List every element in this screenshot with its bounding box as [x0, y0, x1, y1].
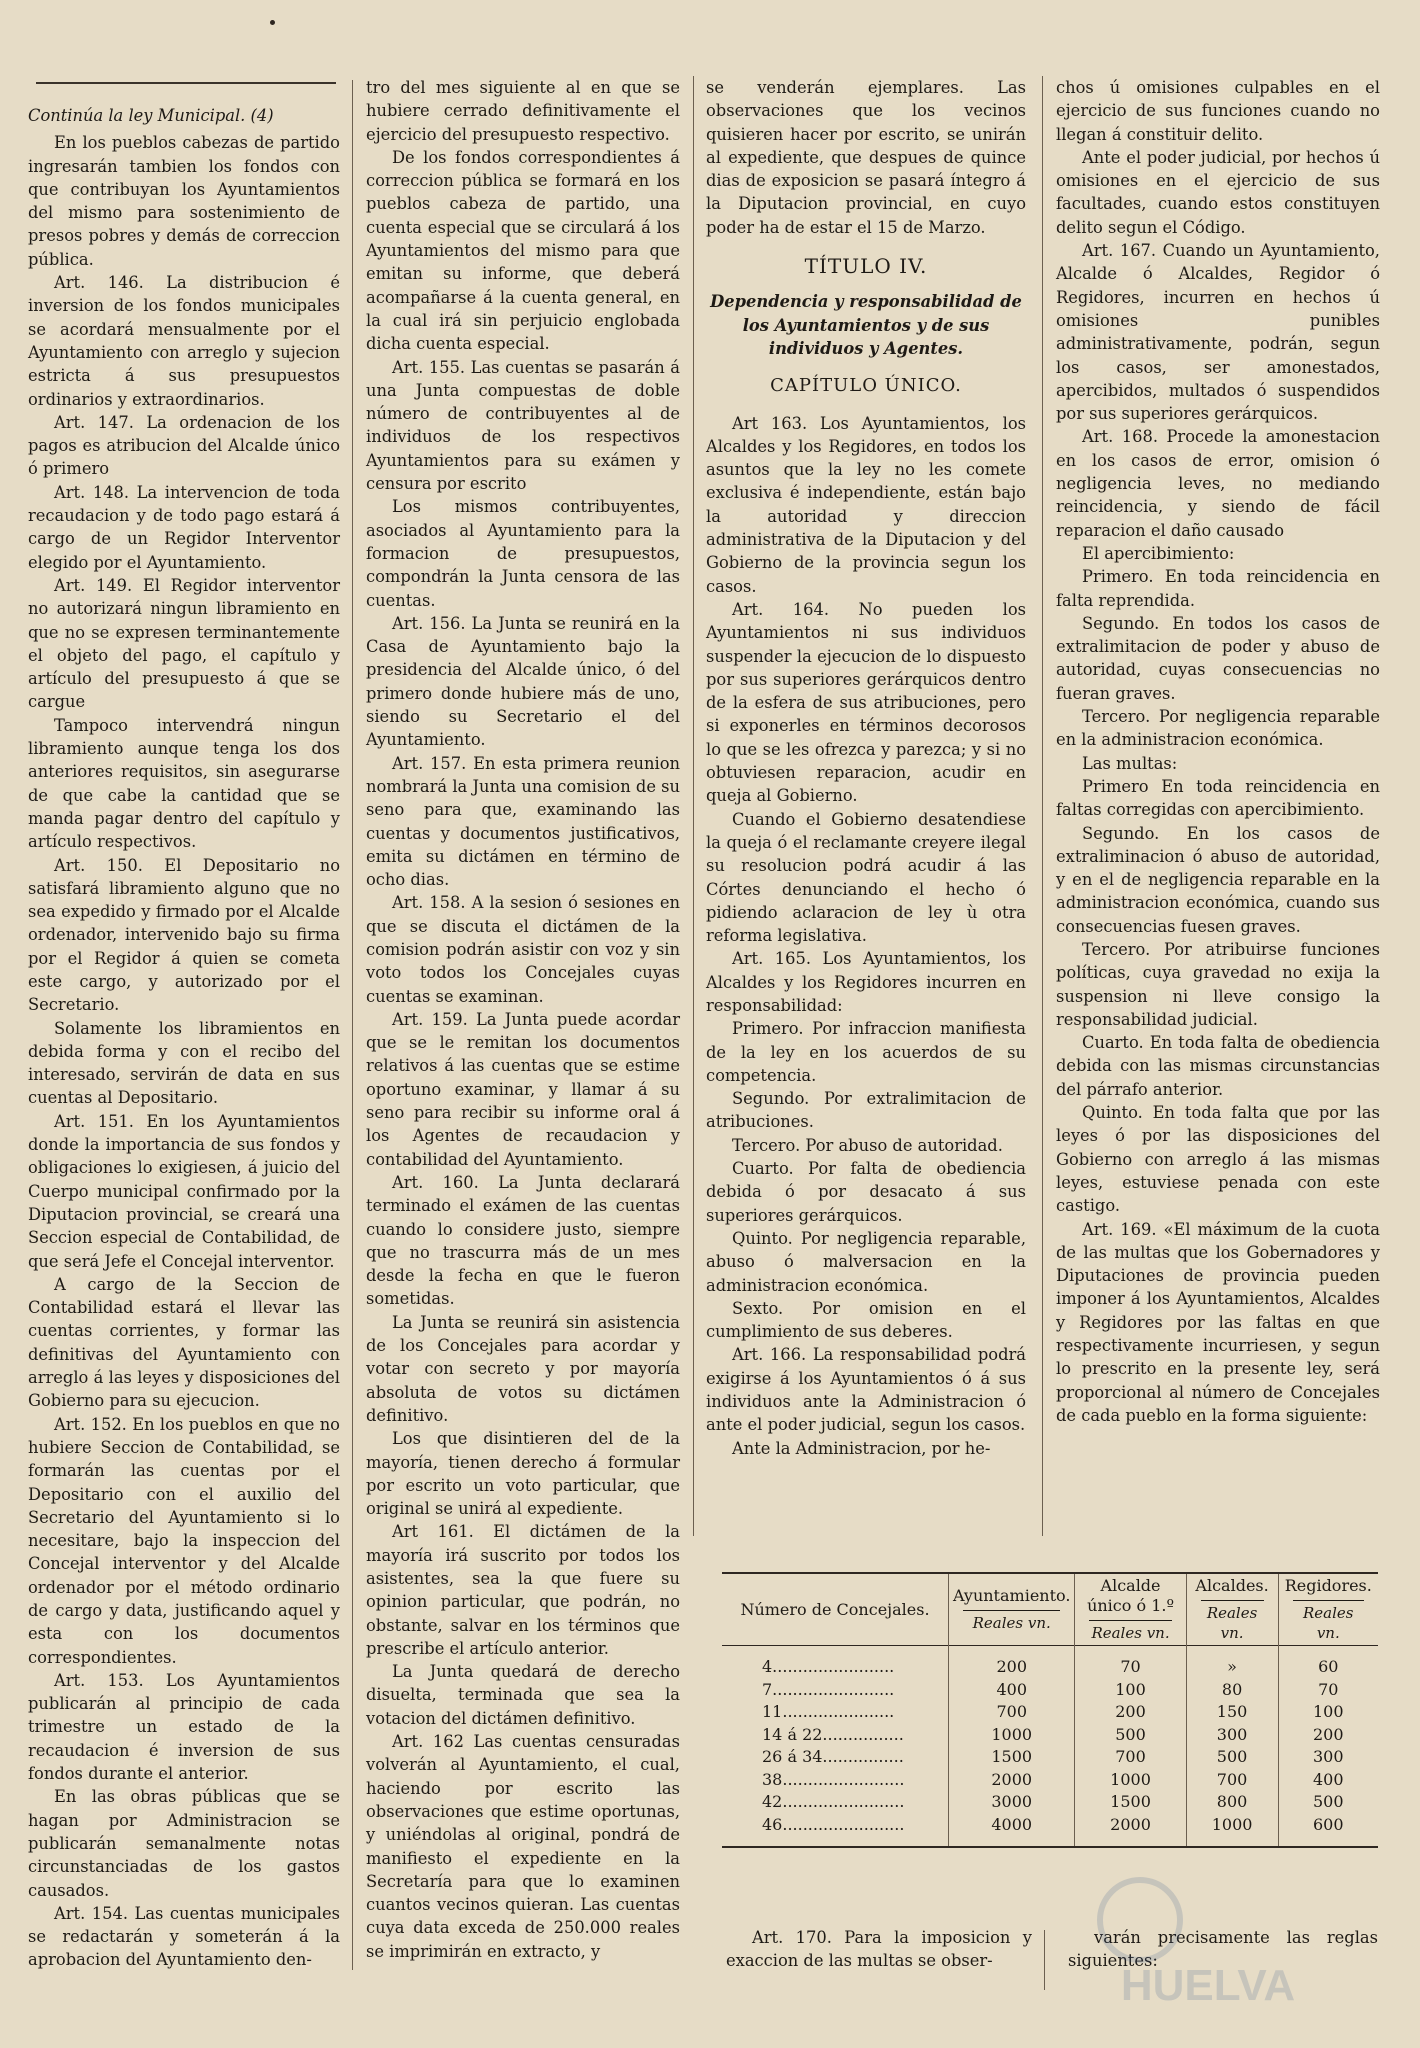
list-item: Tercero. Por atribuirse funciones políticas, cuya gravedad no exija la suspension ni lleve consigo la responsabilidad judicial. [1056, 939, 1380, 1029]
table-header-concejales: Número de Concejales. [722, 1574, 949, 1646]
column-2 [366, 76, 680, 1963]
list-item: Quinto. Por negligencia reparable, abuso ó malversacion en la administracion económica. [706, 1228, 1026, 1295]
article-166: Art. 166. La responsabilidad podrá exigirse á los Ayuntamientos ó á sus individuos ante la Administracion ó ante el poder judicial, segun los casos. [706, 1345, 1026, 1435]
paragraph: se venderán ejemplares. Las observaciones que los vecinos quisieren hacer por escrito, se unirán al expediente, que despues de quince dias de exposicion se pasará íntegro á la Diputacion provincial, en cuyo poder ha de estar el 15 de Marzo. [706, 78, 1026, 237]
paragraph: Cuando el Gobierno desatendiese la queja ó el reclamante creyere ilegal su resolucion podrá acudir á las Córtes denunciando el hecho ó pidiendo aclaracion de ley ù otra reforma legislativa. [706, 809, 1026, 946]
paragraph: tro del mes siguiente al en que se hubiere cerrado definitivamente el ejercicio del presupuesto respectivo. [366, 78, 680, 144]
paragraph: Ante el poder judicial, por hechos ú omisiones en el ejercicio de sus facultades, cuando estos constituyen delito segun el Código. [1056, 147, 1380, 237]
list-heading: El apercibimiento: [1082, 543, 1235, 563]
article-163: Art 163. Los Ayuntamientos, los Alcaldes y los Regidores, en todos los asuntos que la ley no les comete exclusiva é independiente, están bajo la autoridad y direccion administrativa de la Diputacion y del Gobierno de la provincia segun los casos. [706, 413, 1026, 596]
column-1 [28, 104, 340, 1972]
paragraph: A cargo de la Seccion de Contabilidad estará el llevar las cuentas corrientes, y formar las definitivas del Ayuntamiento con arreglo á las leyes y disposiciones del Gobierno para su ejecucion. [28, 1274, 340, 1411]
article-153: Art. 153. Los Ayuntamientos publicarán al principio de cada trimestre un estado de la recaudacion é inversion de sus fondos durante el anterior. [28, 1670, 340, 1784]
table-row: 26 á 34................ 1500 700 500 300 [722, 1746, 1378, 1769]
article-149: Art. 149. El Regidor interventor no autorizará ningun libramiento en que no se expresen terminantemente el objeto del pago, el capítulo y artículo del presupuesto á que se cargue [28, 575, 340, 712]
article-158: Art. 158. A la sesion ó sesiones en que se discuta el dictámen de la comision podrán asistir con voz y sin voto todos los Concejales cuyas cuentas se examinan. [366, 893, 680, 1006]
table-row: 46........................ 4000 2000 1000 600 [722, 1814, 1378, 1847]
paragraph: Art. 170. Para la imposicion y exaccion de las multas se obser- [726, 1928, 1032, 1971]
column-divider [1044, 1930, 1045, 1990]
paragraph: La Junta quedará de derecho disuelta, terminada que sea la votacion del dictámen definitivo. [366, 1662, 680, 1728]
table-row: 7........................ 400 100 80 70 [722, 1679, 1378, 1702]
list-item: Segundo. Por extralimitacion de atribuciones. [706, 1089, 1026, 1132]
article-148: Art. 148. La intervencion de toda recaudacion y de todo pago estará á cargo de un Regidor Interventor elegido por el Ayuntamiento. [28, 482, 340, 572]
table-header: Alcaldes. Reales vn. [1186, 1574, 1278, 1646]
column-divider [352, 80, 353, 1970]
section-heading: Continúa la ley Municipal. (4) [28, 106, 274, 125]
table-header: Alcalde único ó 1.º Reales vn. [1075, 1574, 1186, 1646]
watermark-text: HUELVA [1120, 1961, 1296, 2010]
paragraph: Tampoco intervendrá ningun libramiento aunque tenga los dos anteriores requisitos, sin asegurarse de que cabe la cantidad que se manda pagar dentro del capítulo y artículo respectivos. [28, 715, 340, 852]
article-152: Art. 152. En los pueblos en que no hubiere Seccion de Contabilidad, se formarán las cuentas por el Depositario con el auxilio del Secretario del Ayuntamiento si lo necesitare, bajo la inspeccion del Concejal interventor y del Alcalde ordenador por el método ordinario de cargo y data, justificando aquel y esta con los documentos correspondientes. [28, 1414, 340, 1667]
article-146: Art. 146. La distribucion é inversion de los fondos municipales se acordará mensualmente por el Ayuntamiento con arreglo y sujecion estricta á sus presupuestos ordinarios y extraordinarios. [28, 273, 340, 409]
article-164: Art. 164. No pueden los Ayuntamientos ni sus individuos suspender la ejecucion de lo dispuesto por sus superiores gerárquicos dentro de la esfera de sus atribuciones, pero si exponerles en términos decorosos lo que se les ofrezca y parezca; y si no obtuviesen reparacion, acudir en queja al Gobierno. [706, 599, 1026, 806]
title-subheading: Dependencia y responsabilidad de los Ayuntamientos y de sus individuos y Agentes. [710, 292, 1022, 358]
table-row: 4........................ 200 70 » 60 [722, 1646, 1378, 1679]
list-item: Primero En toda reincidencia en faltas corregidas con apercibimiento. [1056, 776, 1380, 820]
paragraph: chos ú omisiones culpables en el ejercicio de sus funciones cuando no llegan á constituir delito. [1056, 78, 1380, 144]
article-162: Art. 162 Las cuentas censuradas volverán al Ayuntamiento, el cual, haciendo por escrito las observaciones que estime oportunas, y uniéndolas al original, pondrá de manifiesto el expediente en la Secretaría para que lo examinen cuantos vecinos quieran. Las cuentas cuya data exceda de 250.000 reales se imprimirán en extracto, y [366, 1732, 680, 1961]
list-item: Cuarto. En toda falta de obediencia debida con las mismas circunstancias del párrafo anterior. [1056, 1033, 1380, 1099]
list-item: Quinto. En toda falta que por las leyes ó por las disposiciones del Gobierno con arreglo á las mismas leyes, estuviese penada con este castigo. [1056, 1103, 1380, 1216]
paragraph: varán precisamente las reglas siguientes: [1068, 1928, 1378, 1971]
table-header: Regidores. Reales vn. [1284, 1576, 1372, 1642]
article-154: Art. 154. Las cuentas municipales se redactarán y someterán á la aprobacion del Ayuntamiento den- [28, 1903, 340, 1970]
paragraph: En los pueblos cabezas de partido ingresarán tambien los fondos con que contribuyan los Ayuntamientos del mismo para sostenimiento de presos pobres y demás de correccion pública. [28, 133, 340, 269]
list-item: Tercero. Por negligencia reparable en la administracion económica. [1056, 707, 1380, 750]
list-item: Primero. En toda reincidencia en falta reprendida. [1056, 567, 1380, 610]
top-rule [36, 82, 336, 84]
table-row: 38........................ 2000 1000 700 400 [722, 1769, 1378, 1792]
paragraph: La Junta se reunirá sin asistencia de los Concejales para acordar y votar con secreto y por mayoría absoluta de votos su dictámen definitivo. [366, 1312, 680, 1425]
article-150: Art. 150. El Depositario no satisfará libramiento alguno que no sea expedido y firmado por el Alcalde ordenador, intervenido bajo su firma por el Regidor á quien se cometa este cargo, y autorizado por el Secretario. [28, 855, 340, 1015]
article-155: Art. 155. Las cuentas se pasarán á una Junta compuestas de doble número de contribuyentes al de individuos de los respectivos Ayuntamientos para su exámen y censura por escrito [366, 357, 680, 494]
ink-dot [270, 20, 275, 25]
table-row: 11...................... 700 200 150 100 [722, 1701, 1378, 1724]
list-item: Segundo. En todos los casos de extralimitacion de poder y abuso de autoridad, cuyas consecuencias no fueran graves. [1056, 613, 1380, 703]
article-147: Art. 147. La ordenacion de los pagos es atribucion del Alcalde único ó primero [28, 412, 340, 479]
archive-watermark [1080, 1860, 1340, 2020]
list-item: Cuarto. Por falta de obediencia debida ó por desacato á sus superiores gerárquicos. [706, 1159, 1026, 1225]
list-item: Tercero. Por abuso de autoridad. [732, 1135, 1003, 1155]
column-divider [693, 76, 694, 1536]
article-167: Art. 167. Cuando un Ayuntamiento, Alcalde ó Alcaldes, Regidor ó Regidores, incurren en hechos ú omisiones punibles administrativamente, podrán, segun los casos, ser amonestados, apercibidos, multados ó suspendidos por sus superiores gerárquicos. [1056, 241, 1380, 424]
article-159: Art. 159. La Junta puede acordar que se le remitan los documentos relativos á las cuentas que se estime oportuno examinar, y llamar á su seno para recibir su informe oral á los Agentes de recaudacion y contabilidad del Ayuntamiento. [366, 1009, 680, 1169]
paragraph: Los que disintieren del de la mayoría, tienen derecho á formular por escrito un voto particular, que original se unirá al expediente. [366, 1429, 680, 1519]
article-169: Art. 169. «El máximum de la cuota de las multas que los Gobernadores y Diputaciones de provincia pueden imponer á los Ayuntamientos, Alcaldes y Regidores por las faltas en que respectivamente incurriesen, y segun lo prescrito en la presente ley, será proporcional al número de Concejales de cada pueblo en la forma siguiente: [1056, 1219, 1380, 1425]
column-3 [706, 76, 1026, 1460]
article-170 [726, 1926, 1032, 1973]
article-161: Art 161. El dictámen de la mayoría irá suscrito por todos los asistentes, sea la que fuere su opinion particular, que podrán, no obstante, salvar en los términos que prescribe el artículo anterior. [366, 1522, 680, 1658]
column-divider [1042, 76, 1043, 1536]
article-160: Art. 160. La Junta declarará terminado el exámen de las cuentas cuando lo considere justo, siempre que no trascurra más de un mes desde la fecha en que le fueron sometidas. [366, 1172, 680, 1309]
article-165: Art. 165. Los Ayuntamientos, los Alcaldes y los Regidores incurren en responsabilidad: [706, 949, 1026, 1015]
article-168: Art. 168. Procede la amonestacion en los casos de error, omision ó negligencia leves, no mediando reincidencia, y siendo de fácil reparacion el daño causado [1056, 427, 1380, 540]
paragraph: Solamente los libramientos en debida forma y con el recibo del interesado, servirán de data en sus cuentas al Depositario. [28, 1018, 340, 1108]
table-row: 42........................ 3000 1500 800 500 [722, 1791, 1378, 1814]
article-156: Art. 156. La Junta se reunirá en la Casa de Ayuntamiento bajo la presidencia del Alcalde único, ó del primero donde hubiere más de uno, siendo su Secretario el del Ayuntamiento. [366, 613, 680, 750]
article-151: Art. 151. En los Ayuntamientos donde la importancia de sus fondos y obligaciones lo exigiesen, á juicio del Cuerpo municipal confirmado por la Diputacion provincial, se creará una Seccion especial de Contabilidad, de que será Jefe el Concejal interventor. [28, 1111, 340, 1271]
list-heading: Las multas: [1082, 753, 1178, 773]
table-header: Ayuntamiento. Reales vn. [949, 1574, 1075, 1646]
article-157: Art. 157. En esta primera reunion nombrará la Junta una comision de su seno para que, examinando las cuentas y documentos justificativos, emita su dictámen en término de ocho dias. [366, 753, 680, 890]
paragraph: De los fondos correspondientes á correccion pública se formará en los pueblos cabeza de partido, una cuenta especial que se circulará á los Ayuntamientos del mismo para que emitan su informe, que deberá acompañarse á la cuenta general, en la cual irá sin perjuicio englobada dicha cuenta especial. [366, 147, 680, 354]
paragraph: Los mismos contribuyentes, asociados al Ayuntamiento para la formacion de presupuestos, compondrán la Junta censora de las cuentas. [366, 497, 680, 610]
paragraph: En las obras públicas que se hagan por Administracion se publicarán semanalmente notas circunstanciadas de los gastos causados. [28, 1787, 340, 1900]
fines-table [722, 1572, 1378, 1848]
list-item: Segundo. En los casos de extraliminacion ó abuso de autoridad, y en el de negligencia reparable en la administracion económica, cuando sus consecuencias fuesen graves. [1056, 823, 1380, 936]
paragraph: Ante la Administracion, por he- [732, 1438, 991, 1458]
table-bottom-rule [722, 1846, 1378, 1848]
list-item: Sexto. Por omision en el cumplimiento de sus deberes. [706, 1298, 1026, 1342]
title-heading: TÍTULO IV. [804, 254, 928, 279]
column-4 [1056, 76, 1380, 1427]
chapter-heading: CAPÍTULO ÚNICO. [770, 375, 962, 397]
table-row: 14 á 22................ 1000 500 300 200 [722, 1724, 1378, 1747]
list-item: Primero. Por infraccion manifiesta de la ley en los acuerdos de su competencia. [706, 1019, 1026, 1085]
